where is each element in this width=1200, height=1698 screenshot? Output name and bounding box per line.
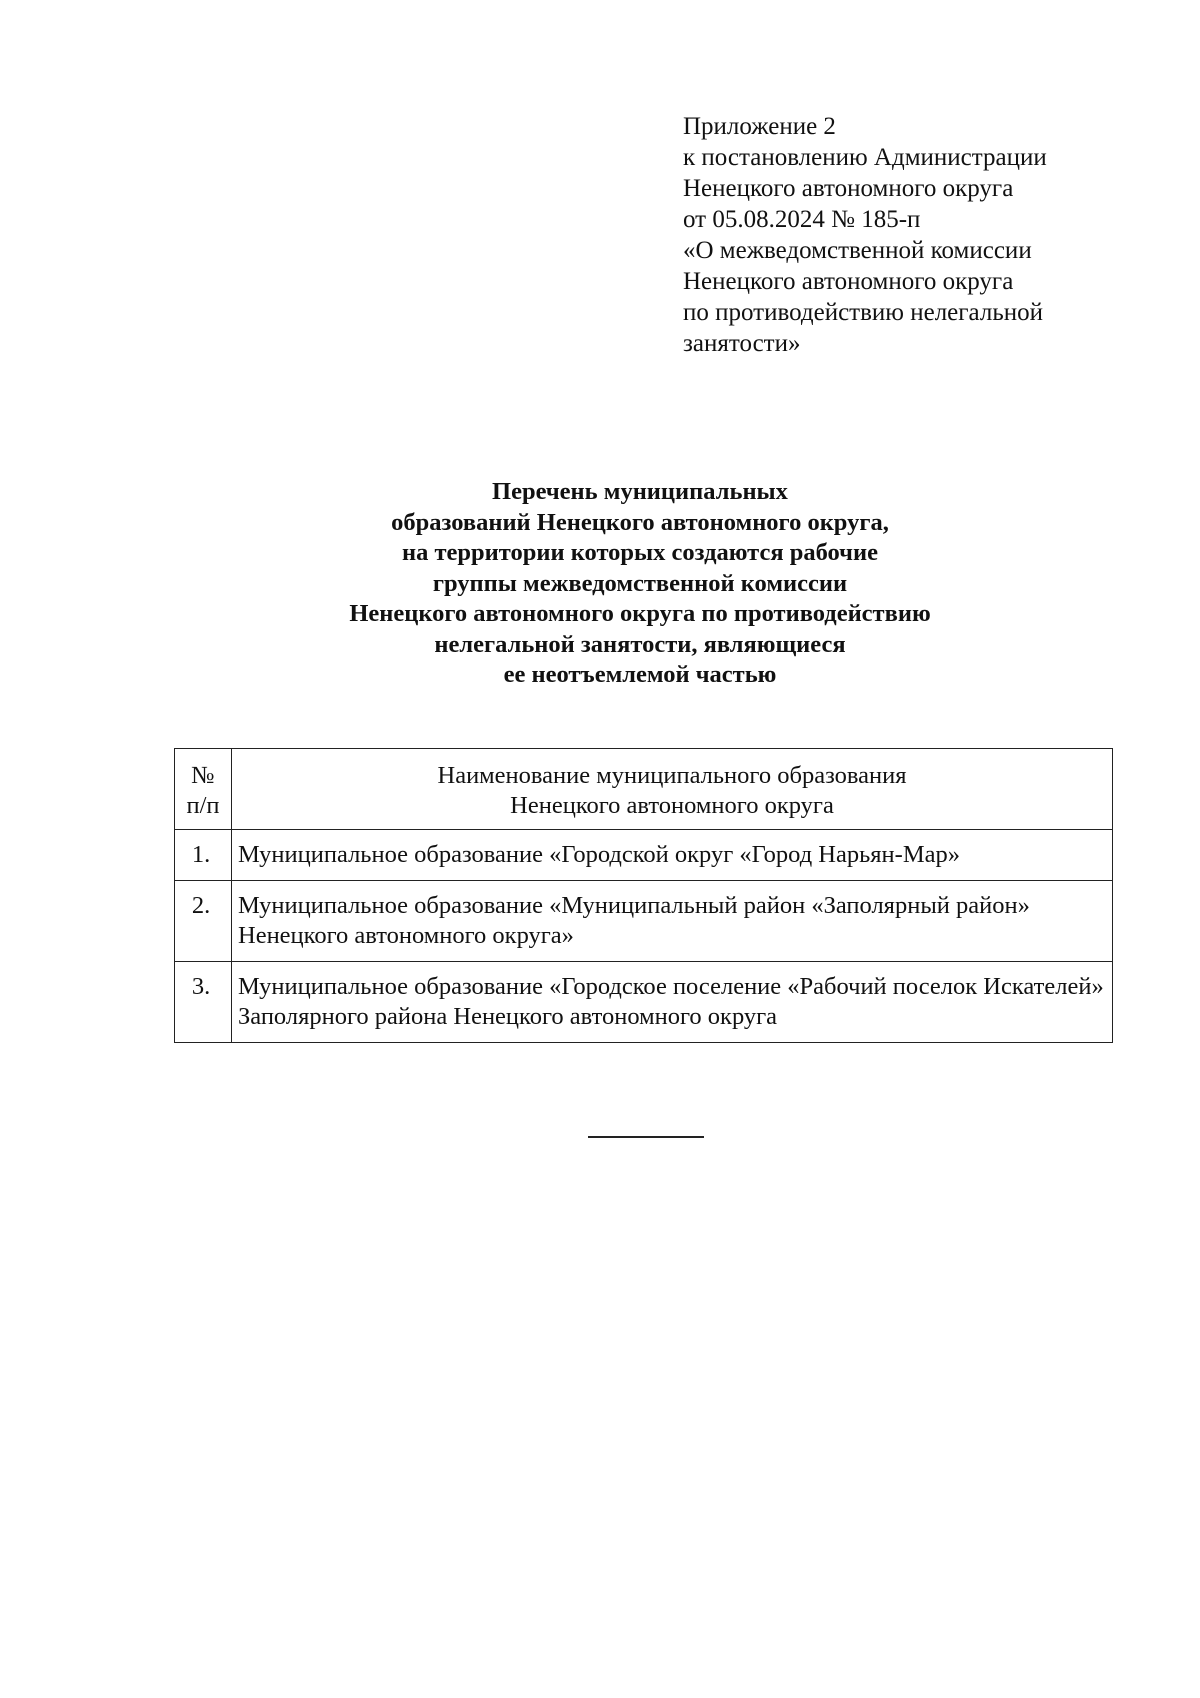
appendix-line: от 05.08.2024 № 185-п [683, 206, 921, 233]
column-header-name [232, 749, 1113, 830]
table-row [175, 881, 1113, 962]
table-header-row [175, 749, 1113, 830]
end-of-document-divider [588, 1136, 704, 1138]
title-line: нелегальной занятости, являющиеся [434, 630, 846, 658]
municipality-name: Муниципальное образование «Городской округ «Город Нарьян-Мар» [232, 830, 1113, 881]
municipality-name: Муниципальное образование «Муниципальный район «Заполярный район» Ненецкого автономного округа» [232, 881, 1113, 962]
header-name-line: Наименование муниципального образования [437, 762, 907, 789]
appendix-line: Ненецкого автономного округа [683, 175, 1014, 202]
appendix-header [683, 111, 1143, 359]
title-line: ее неотъемлемой частью [503, 661, 777, 688]
column-header-number [175, 749, 232, 830]
document-title [200, 477, 1080, 691]
row-number: 3. [175, 962, 232, 1043]
row-number: 1. [175, 830, 232, 881]
appendix-line: к постановлению Администрации [683, 144, 1047, 171]
title-line: группы межведомственной комиссии [432, 569, 848, 597]
title-line: образований Ненецкого автономного округа, [391, 508, 889, 536]
municipalities-table [174, 748, 1113, 1043]
title-line: на территории которых создаются рабочие [402, 539, 878, 566]
header-number-abbrev: п/п [186, 792, 220, 819]
row-number: 2. [175, 881, 232, 962]
appendix-line: занятости» [683, 330, 801, 357]
municipality-name: Муниципальное образование «Городское поселение «Рабочий поселок Искателей» Заполярного района Ненецкого автономного округа [232, 962, 1113, 1043]
appendix-line: Ненецкого автономного округа [683, 268, 1014, 295]
title-line: Ненецкого автономного округа по противодействию [349, 600, 931, 627]
appendix-label: Приложение 2 [683, 113, 836, 140]
table-row [175, 830, 1113, 881]
appendix-line: по противодействию нелегальной [683, 299, 1043, 326]
header-number-symbol: № [191, 762, 215, 789]
header-name-line: Ненецкого автономного округа [510, 792, 834, 819]
appendix-line: «О межведомственной комиссии [683, 237, 1032, 264]
title-line: Перечень муниципальных [492, 478, 788, 505]
table-row [175, 962, 1113, 1043]
